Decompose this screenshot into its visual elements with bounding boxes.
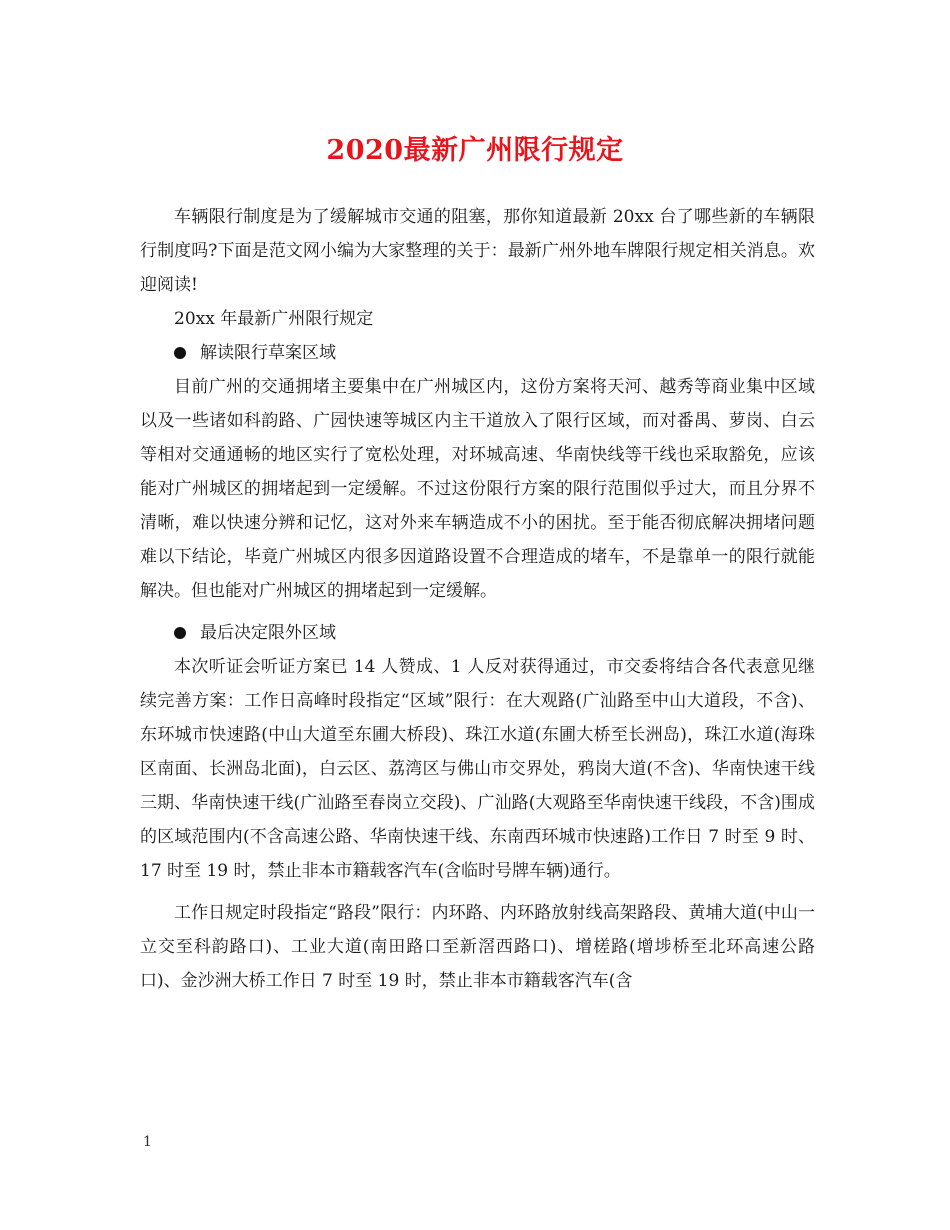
bullet-item-1-label: 解读限行草案区域: [200, 343, 336, 363]
bullet-item-2-label: 最后决定限外区域: [200, 623, 336, 643]
section-2-paragraph: 本次听证会听证方案已 14 人赞成、1 人反对获得通过，市交委将结合各代表意见继续完善方案：工作日高峰时段指定“区域”限行：在大观路(广汕路至中山大道段，不含)、东环城市快速路(中山大道至东圃大桥段)、珠江水道(东圃大桥至长洲岛)，珠江水道(海珠区南面、长洲岛北面)，白云区、荔湾区与佛山市交界处，鸦岗大道(不含)、华南快速干线三期、华南快速干线(广汕路至春岗立交段)、广汕路(大观路至华南快速干线段，不含)围成的区域范围内(不含高速公路、华南快速干线、东南西环城市快速路)工作日 7 时至 9 时、17 时至 19 时，禁止非本市籍载客汽车(含临时号牌车辆)通行。: [140, 657, 815, 881]
bullet-dot-icon: [174, 627, 186, 639]
document-body: [140, 200, 815, 998]
section-1-paragraph: 目前广州的交通拥堵主要集中在广州城区内，这份方案将天河、越秀等商业集中区域以及一些诸如科韵路、广园快速等城区内主干道放入了限行区域，而对番禺、萝岗、白云等相对交通通畅的地区实行了宽松处理，对环城高速、华南快线等干线也采取豁免，应该能对广州城区的拥堵起到一定缓解。不过这份限行方案的限行范围似乎过大，而且分界不清晰，难以快速分辨和记忆，这对外来车辆造成不小的困扰。至于能否彻底解决拥堵问题难以下结论，毕竟广州城区内很多因道路设置不合理造成的堵车，不是靠单一的限行就能解决。但也能对广州城区的拥堵起到一定缓解。: [140, 377, 815, 601]
paragraph-gap: [140, 608, 815, 616]
section-3-paragraph: 工作日规定时段指定“路段”限行：内环路、内环路放射线高架路段、黄埔大道(中山一立交至科韵路口)、工业大道(南田路口至新滘西路口)、增槎路(增埗桥至北环高速公路口)、金沙洲大桥工作日 7 时至 19 时，禁止非本市籍载客汽车(含: [140, 903, 815, 991]
page-number: 1: [143, 1134, 152, 1150]
intro-paragraph: 车辆限行制度是为了缓解城市交通的阻塞，那你知道最新 20xx 台了哪些新的车辆限行制度吗?下面是范文网小编为大家整理的关于：最新广州外地车牌限行规定相关消息。欢迎阅读!: [140, 207, 815, 295]
paragraph-gap: [140, 888, 815, 896]
bullet-dot-icon: [174, 347, 186, 359]
bullet-item-1: [140, 336, 815, 370]
bullet-item-2: [140, 616, 815, 650]
subtitle-line: 20xx 年最新广州限行规定: [174, 309, 374, 329]
document-title: 2020最新广州限行规定: [326, 135, 624, 166]
